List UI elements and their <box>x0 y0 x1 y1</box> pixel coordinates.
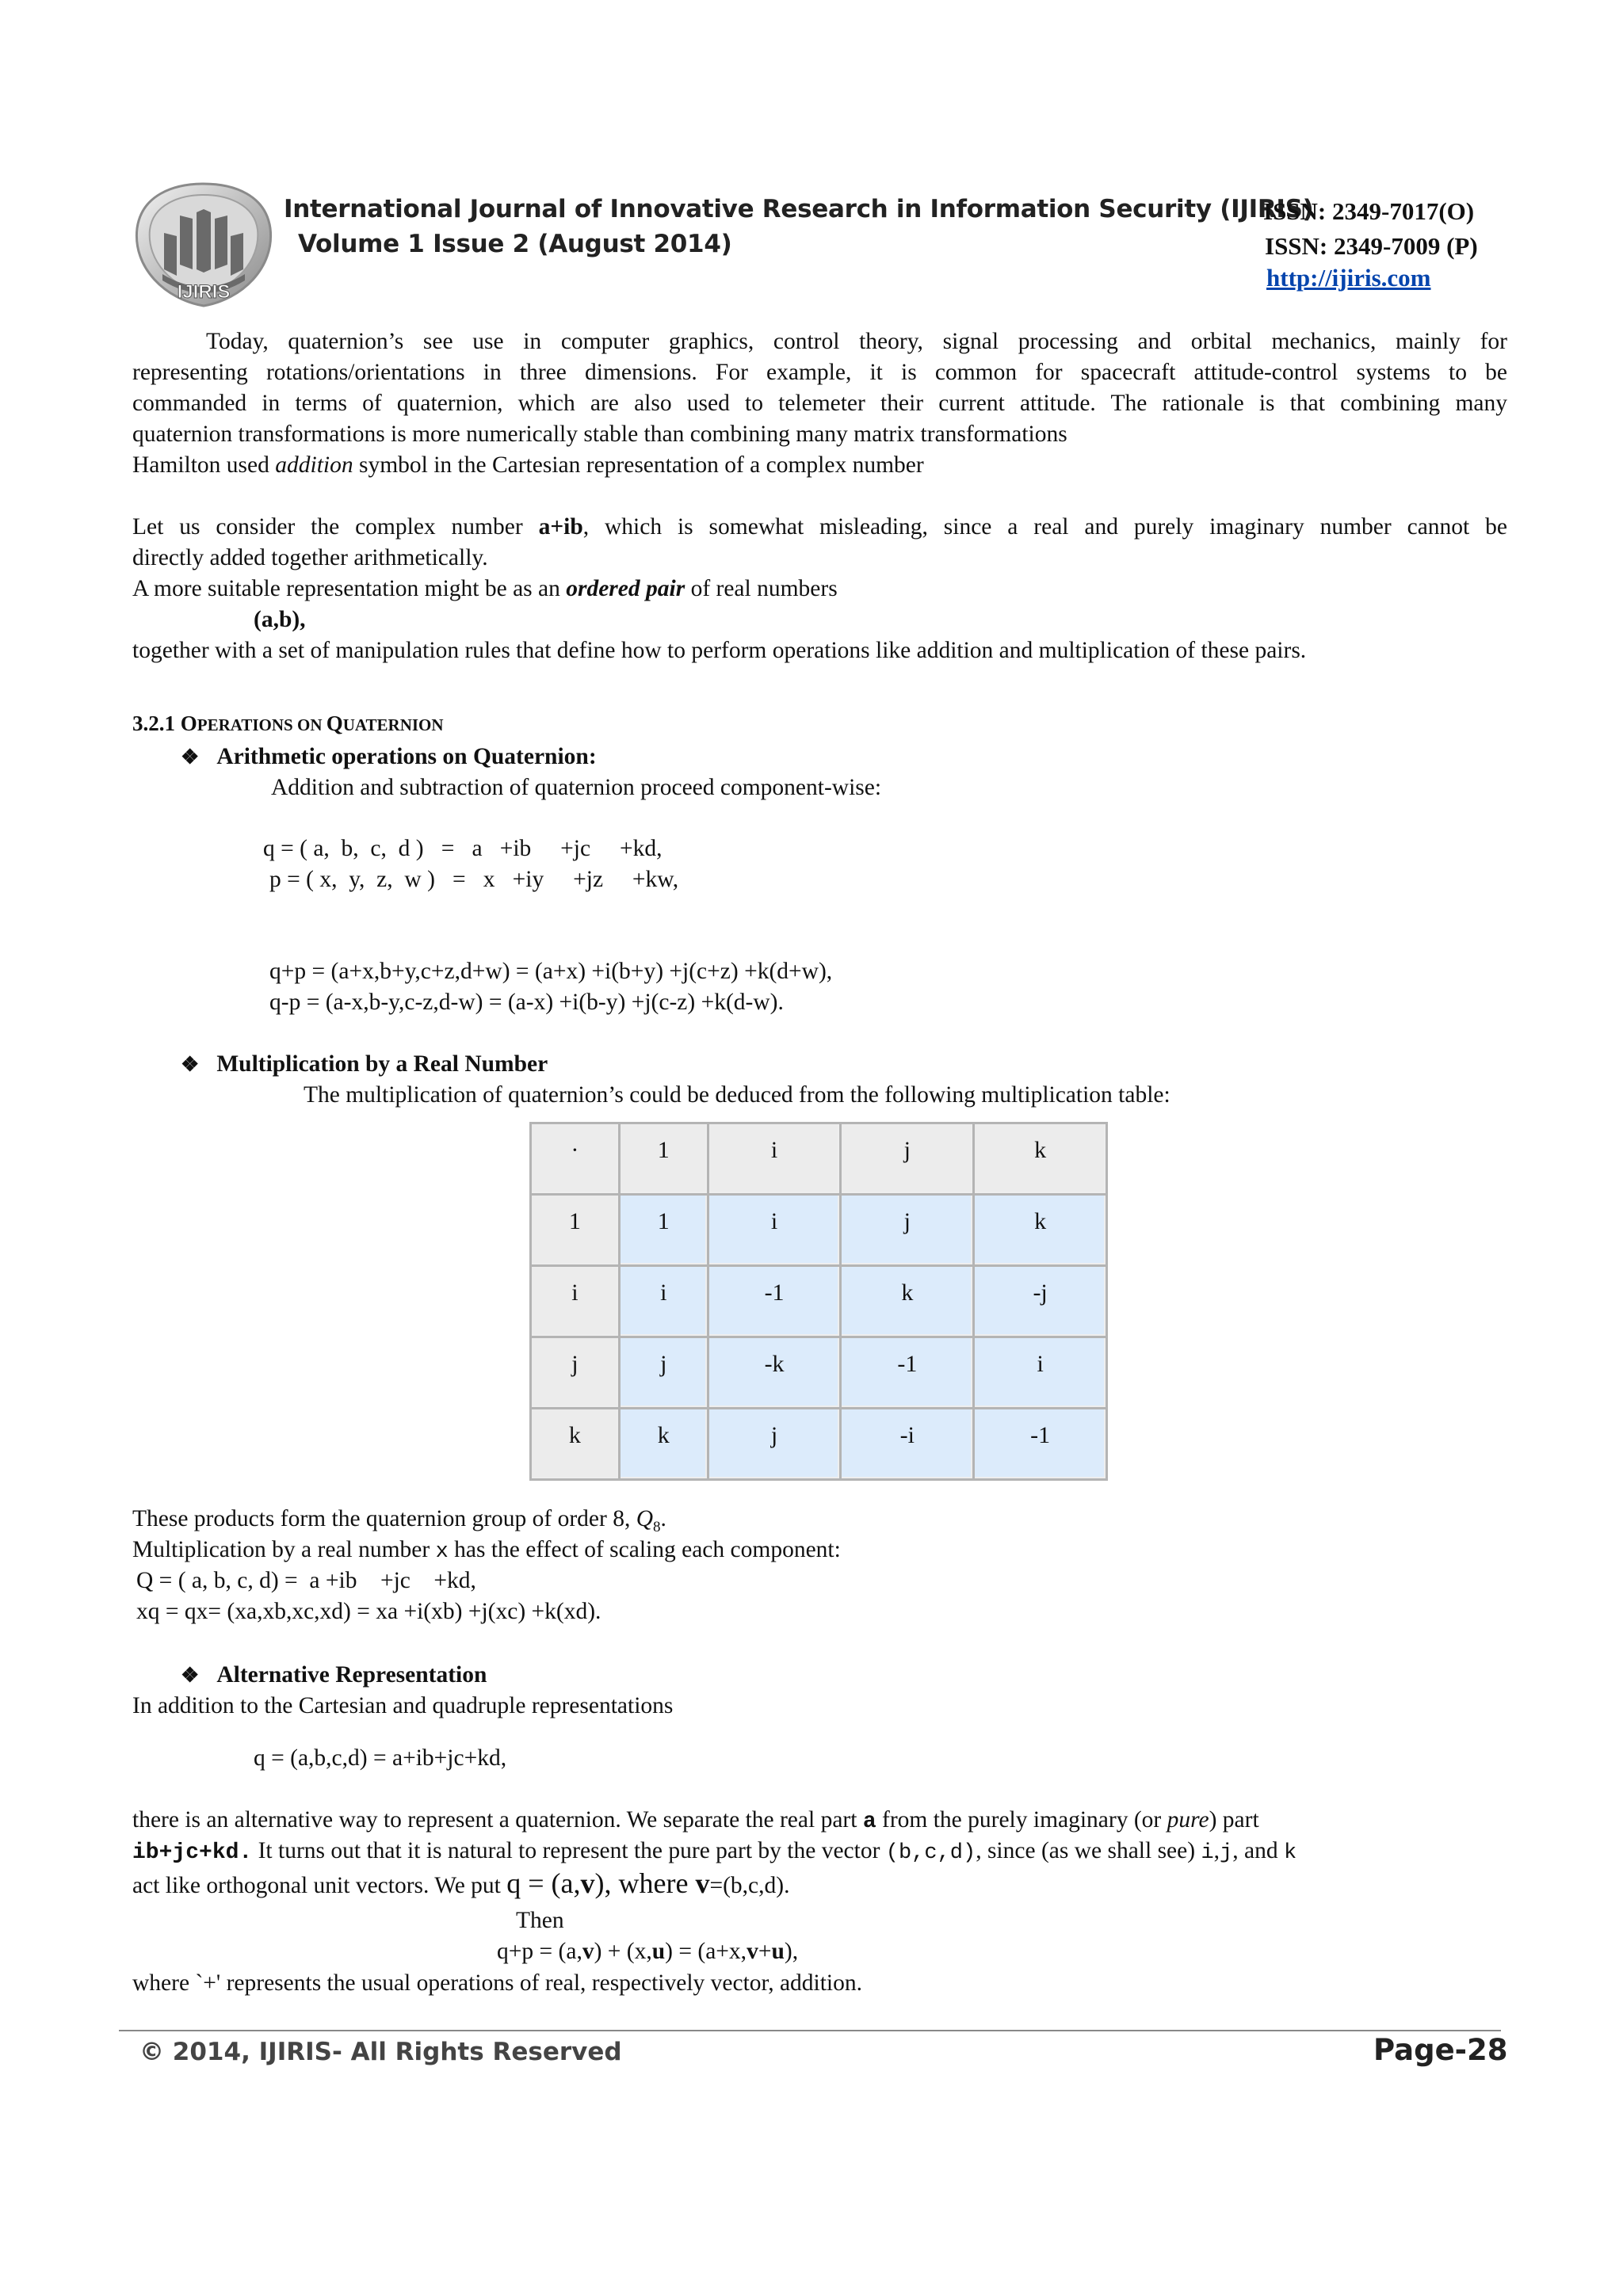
mult-heading <box>181 1049 548 1081</box>
ordered-post: of real numbers <box>685 576 838 601</box>
section-title-cap-o: O <box>180 711 197 735</box>
intro-line-1: Today, quaternion’s see use in computer graphics, control theory, signal processing and orbital mechanics, mainly for <box>206 329 1507 354</box>
table-cell: 1 <box>619 1195 708 1266</box>
alt-l2-and: , and <box>1232 1838 1284 1863</box>
group-pre: These products form the quaternion group of order 8, <box>132 1506 636 1531</box>
page-number: Page-28 <box>1373 2033 1508 2067</box>
q-definition: q = ( a, b, c, d ) = a +ib +jc +kd, <box>263 836 663 861</box>
intro-line-2: representing rotations/orientations in three dimensions. For example, it is common for spacecraft attitude-control systems to be <box>132 360 1507 385</box>
alt-l1-pure: pure <box>1167 1807 1209 1833</box>
table-header-cell: k <box>974 1123 1107 1195</box>
diamond-bullet-icon: ❖ <box>181 1053 200 1076</box>
complex-bold: a+ib <box>538 514 583 540</box>
alt-l1-mid: from the purely imaginary (or <box>876 1807 1167 1833</box>
table-cell: -1 <box>841 1337 974 1409</box>
table-row <box>531 1409 1107 1480</box>
table-cell: -1 <box>974 1409 1107 1480</box>
footer-divider <box>119 2030 1501 2031</box>
alt-l1-a: a <box>862 1810 876 1834</box>
alt-line-3 <box>132 1868 789 1901</box>
table-cell: j <box>841 1195 974 1266</box>
table-row-label: k <box>531 1409 620 1480</box>
scaling-line <box>132 1535 841 1568</box>
group-post: . <box>660 1506 666 1531</box>
table-row-label: 1 <box>531 1195 620 1266</box>
alt-sum-v1: v <box>582 1939 594 1964</box>
alt-heading-text: Alternative Representation <box>216 1662 487 1688</box>
multiplication-table <box>529 1122 1108 1481</box>
journal-title: International Journal of Innovative Research in Information Security (IJIRIS) <box>284 195 1314 223</box>
ordered-pair-line <box>132 574 838 605</box>
diamond-bullet-icon: ❖ <box>181 1664 200 1687</box>
mult-heading-text: Multiplication by a Real Number <box>216 1051 548 1077</box>
alt-q-definition: q = (a,b,c,d) = a+ib+jc+kd, <box>254 1745 507 1771</box>
hamilton-em: addition <box>275 452 353 478</box>
table-row <box>531 1195 1107 1266</box>
section-number: 3.2.1 <box>132 711 181 735</box>
table-cell: k <box>974 1195 1107 1266</box>
difference-equation: q-p = (a-x,b-y,c-z,d-w) = (a-x) +i(b-y) +j(c-z) +k(d-w). <box>269 990 784 1015</box>
journal-volume: Volume 1 Issue 2 (August 2014) <box>298 230 732 258</box>
Q-definition: Q = ( a, b, c, d) = a +ib +jc +kd, <box>136 1568 476 1593</box>
table-cell: j <box>619 1337 708 1409</box>
complex-post: , which is somewhat misleading, since a real and purely imaginary number cannot be <box>582 514 1507 540</box>
pair-notation: (a,b), <box>254 607 306 632</box>
journal-logo <box>131 181 277 307</box>
table-cell: i <box>619 1266 708 1337</box>
table-header-row <box>531 1123 1107 1195</box>
scaling-x: x <box>435 1540 449 1564</box>
section-heading <box>132 711 444 736</box>
alt-l3-v2: v <box>695 1867 710 1899</box>
arith-heading-text: Arithmetic operations on Quaternion: <box>216 744 597 769</box>
alt-sum-4: + <box>758 1939 772 1964</box>
alt-sum-u2: u <box>771 1939 785 1964</box>
alt-line-2 <box>132 1836 1296 1869</box>
alt-heading <box>181 1660 487 1691</box>
group-sub: 8 <box>653 1518 661 1535</box>
where-line: where `+' represents the usual operations of real, respectively vector, addition. <box>132 1970 862 1996</box>
section-title-small-2: UATERNION <box>342 715 444 734</box>
alt-l2-vec: (b,c,d) <box>885 1841 976 1865</box>
alt-sum-equation <box>497 1936 798 1967</box>
diamond-bullet-icon: ❖ <box>181 746 200 769</box>
alt-l2-since: , since (as we shall see) <box>976 1838 1201 1863</box>
table-header-cell: 1 <box>619 1123 708 1195</box>
alt-line-1 <box>132 1805 1259 1838</box>
alt-l2-comma: , <box>1213 1838 1220 1863</box>
alt-sum-u1: u <box>651 1939 666 1964</box>
complex-pre: Let us consider the complex number <box>132 514 539 540</box>
table-cell: -j <box>974 1266 1107 1337</box>
alt-sum-1: q+p = (a, <box>497 1939 582 1964</box>
footer-copyright: © 2014, IJIRIS- All Rights Reserved <box>139 2038 622 2066</box>
logo-text: IJIRIS <box>177 281 231 303</box>
table-header-cell: · <box>531 1123 620 1195</box>
table-header-cell: j <box>841 1123 974 1195</box>
alt-intro: In addition to the Cartesian and quadruple representations <box>132 1693 674 1718</box>
issn-online: ISSN: 2349-7017(O) <box>1263 197 1475 225</box>
complex-line-2: directly added together arithmetically. <box>132 545 488 570</box>
alt-l3-q1: q = (a, <box>506 1867 581 1899</box>
scaling-pre: Multiplication by a real number <box>132 1537 436 1562</box>
alt-l2-k: k <box>1283 1841 1297 1865</box>
alt-l3-post: =(b,c,d). <box>709 1873 790 1898</box>
group-q: Q <box>636 1506 654 1531</box>
complex-line-1 <box>132 512 1507 543</box>
together-line: together with a set of manipulation rules that define how to perform operations like addition and multiplication of these pairs. <box>132 638 1307 663</box>
table-row <box>531 1337 1107 1409</box>
alt-l2-code: ib+jc+kd. <box>132 1840 253 1865</box>
table-cell: i <box>708 1195 841 1266</box>
alt-l2-j: j <box>1220 1841 1233 1865</box>
issn-print: ISSN: 2349-7009 (P) <box>1265 232 1478 260</box>
intro-line-4: quaternion transformations is more numerically stable than combining many matrix transformations <box>132 421 1067 447</box>
alt-l3-q2: ), where <box>594 1867 696 1899</box>
alt-l3-v1: v <box>580 1867 595 1899</box>
alt-l1-pre: there is an alternative way to represent a quaternion. We separate the real part <box>132 1807 863 1833</box>
table-cell: k <box>841 1266 974 1337</box>
xq-definition: xq = qx= (xa,xb,xc,xd) = xa +i(xb) +j(xc) +k(xd). <box>136 1599 601 1624</box>
scaling-post: has the effect of scaling each component: <box>448 1537 841 1562</box>
p-definition: p = ( x, y, z, w ) = x +iy +jz +kw, <box>269 867 679 892</box>
alt-l1-post: ) part <box>1209 1807 1259 1833</box>
table-cell: -k <box>708 1337 841 1409</box>
table-cell: k <box>619 1409 708 1480</box>
table-cell: -i <box>841 1409 974 1480</box>
table-cell: j <box>708 1409 841 1480</box>
ordered-em: ordered pair <box>566 576 685 601</box>
table-cell: i <box>974 1337 1107 1409</box>
alt-l2-mid: It turns out that it is natural to represent the pure part by the vector <box>252 1838 886 1863</box>
table-header-cell: i <box>708 1123 841 1195</box>
alt-l3-pre: act like orthogonal unit vectors. We put <box>132 1873 507 1898</box>
arith-heading <box>181 742 597 773</box>
sum-equation: q+p = (a+x,b+y,c+z,d+w) = (a+x) +i(b+y) +j(c+z) +k(d+w), <box>269 959 833 984</box>
section-title-cap-q: Q <box>326 711 343 735</box>
mult-intro: The multiplication of quaternion’s could be deduced from the following multiplication table: <box>304 1082 1170 1108</box>
ordered-pre: A more suitable representation might be as an <box>132 576 567 601</box>
table-cell: -1 <box>708 1266 841 1337</box>
hamilton-post: symbol in the Cartesian representation of a complex number <box>353 452 924 478</box>
arith-intro: Addition and subtraction of quaternion proceed component-wise: <box>271 775 882 800</box>
table-row-label: i <box>531 1266 620 1337</box>
table-row <box>531 1266 1107 1337</box>
table-row-label: j <box>531 1337 620 1409</box>
alt-sum-v2: v <box>747 1939 758 1964</box>
alt-l2-i: i <box>1201 1841 1214 1865</box>
website-link[interactable]: http://ijiris.com <box>1266 264 1431 292</box>
intro-line-3: commanded in terms of quaternion, which are also used to telemeter their current attitude. The rationale is that combining many <box>132 391 1507 416</box>
alt-sum-5: ), <box>784 1939 799 1964</box>
hamilton-line <box>132 450 924 481</box>
alt-sum-2: ) + (x, <box>594 1939 652 1964</box>
section-title-small-1: PERATIONS ON <box>197 715 327 734</box>
alt-sum-3: ) = (a+x, <box>665 1939 747 1964</box>
then-word: Then <box>516 1908 564 1933</box>
hamilton-pre: Hamilton used <box>132 452 276 478</box>
